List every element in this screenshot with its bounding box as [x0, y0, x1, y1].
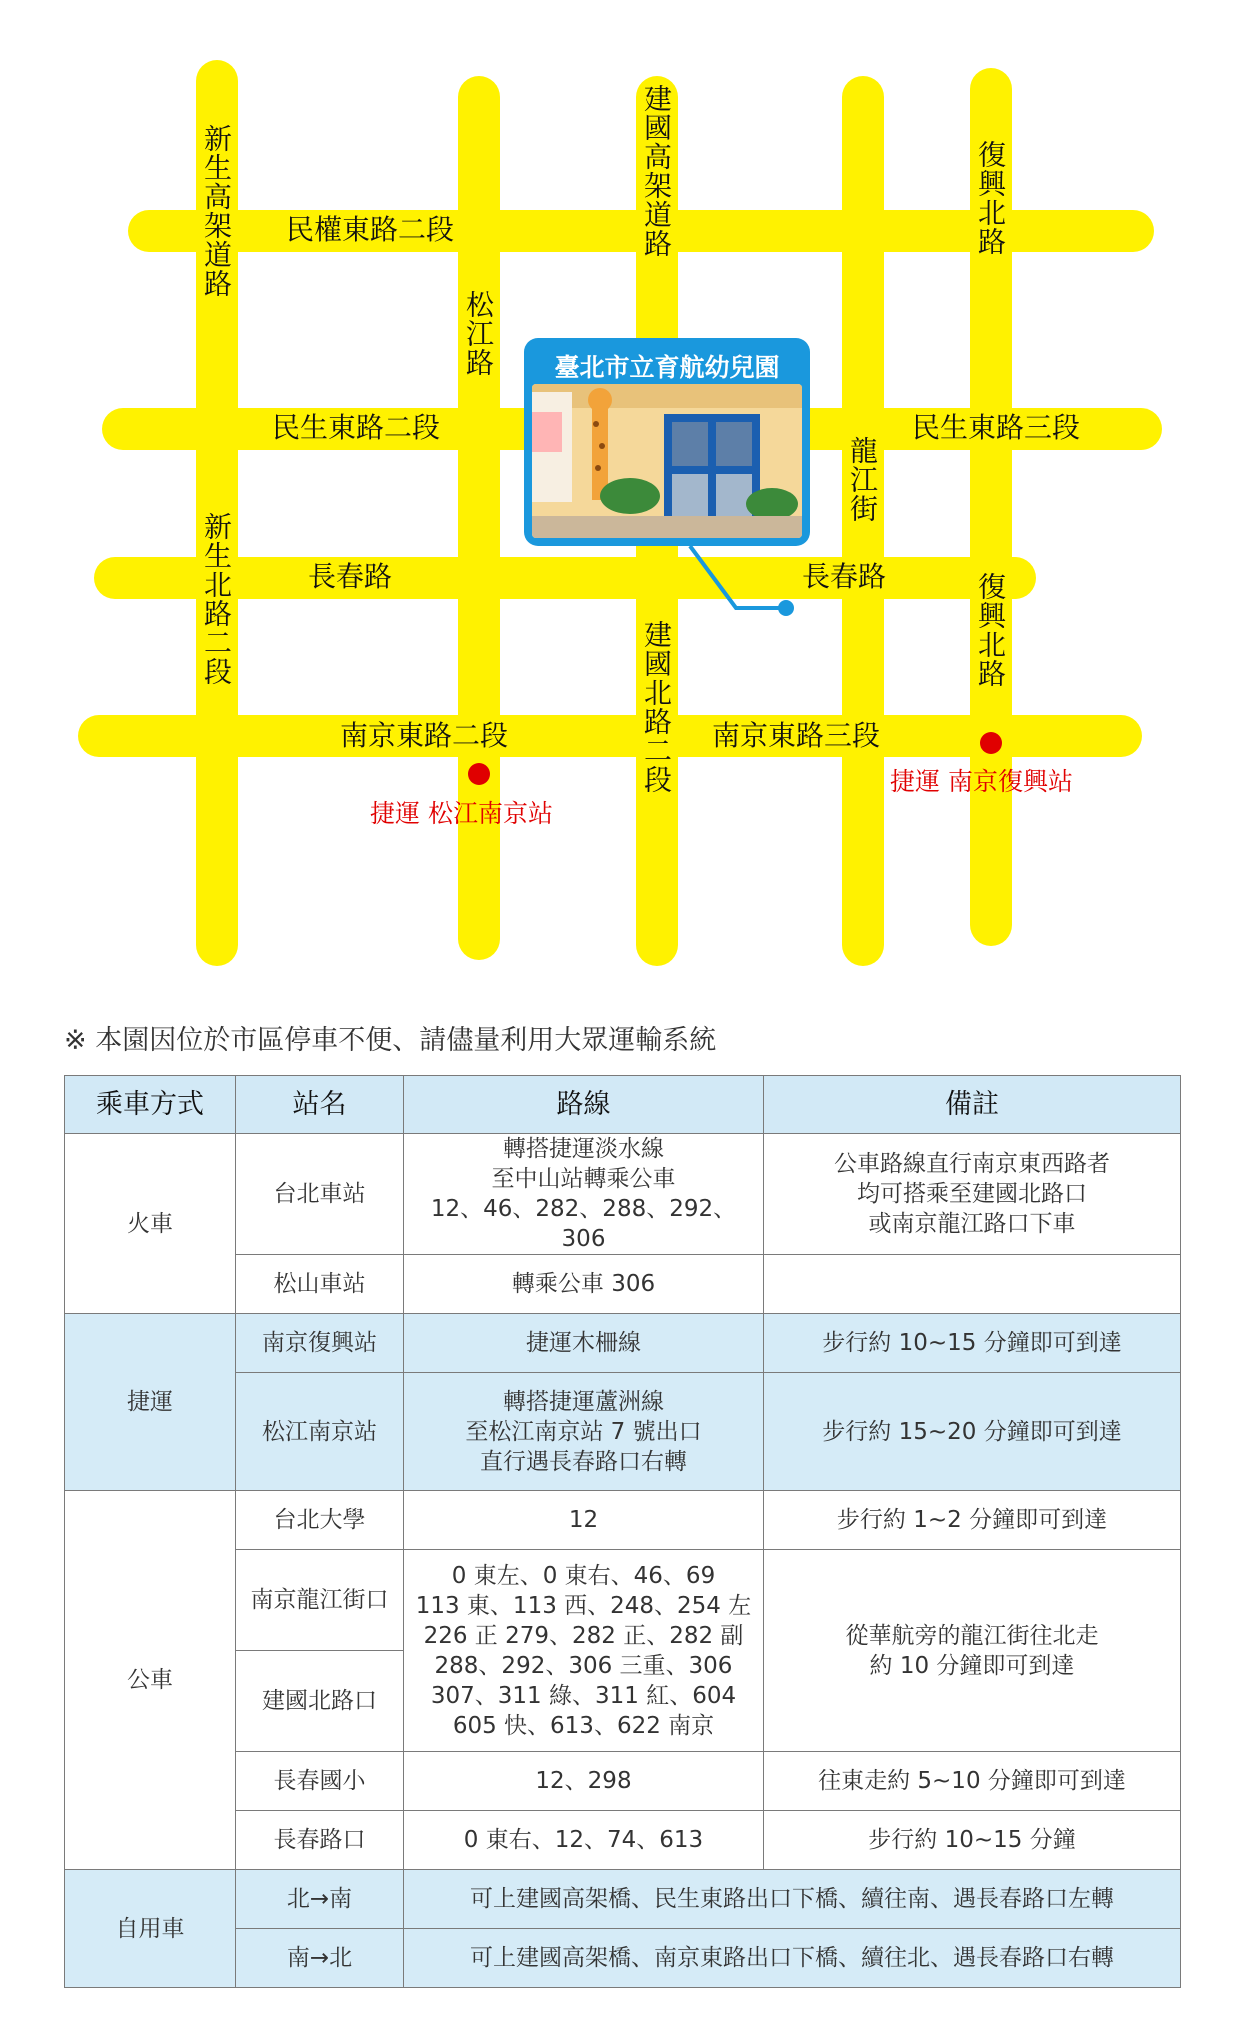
transit-table: [64, 1075, 1181, 1988]
station-cell: 松江南京站: [236, 1373, 404, 1491]
label-minsheng-3: 民生東路三段: [912, 411, 1081, 444]
mrt-nanjing-fuxing-label: 捷運 南京復興站: [890, 767, 1073, 796]
route-cell: 捷運木柵線: [404, 1314, 764, 1373]
mode-mrt: 捷運: [65, 1314, 236, 1491]
note-cell: [764, 1255, 1181, 1314]
label-changchun-west: 長春路: [308, 560, 393, 593]
station-cell: 松山車站: [236, 1255, 404, 1314]
note-cell: 步行約 1~2 分鐘即可到達: [764, 1491, 1181, 1550]
station-cell: 長春路口: [236, 1811, 404, 1870]
school-photo: [532, 384, 802, 538]
route-cell: 0 東左、0 東右、46、69 113 東、113 西、248、254 左 226 正 279、282 正、282 副 288、292、306 三重、306 307、311 綠、311 紅、604 605 快、613、622 南京: [404, 1550, 764, 1752]
note-cell: 往東走約 5~10 分鐘即可到達: [764, 1752, 1181, 1811]
label-fuxing-north: 復興北路: [974, 140, 1007, 256]
label-minsheng-2: 民生東路二段: [272, 411, 441, 444]
label-jianguo-elevated: 建國高架道路: [640, 84, 673, 258]
table-row: [65, 1314, 1181, 1373]
label-songjiang: 松江路: [462, 290, 495, 377]
route-cell: 轉搭捷運蘆洲線 至松江南京站 7 號出口 直行遇長春路口右轉: [404, 1373, 764, 1491]
label-xinsheng-elevated: 新生高架道路: [200, 124, 233, 298]
table-row: [65, 1491, 1181, 1550]
header-note: 備註: [764, 1076, 1181, 1134]
table-row: [65, 1134, 1181, 1255]
mode-train: 火車: [65, 1134, 236, 1314]
label-xinsheng-north-2: 新生北路二段: [200, 512, 233, 686]
header-mode: 乘車方式: [65, 1076, 236, 1134]
school-name: 臺北市立育航幼兒園: [554, 353, 780, 382]
note-cell: 從華航旁的龍江街往北走 約 10 分鐘即可到達: [764, 1550, 1181, 1752]
station-cell: 建國北路口: [236, 1651, 404, 1752]
note-cell: 公車路線直行南京東西路者 均可搭乘至建國北路口 或南京龍江路口下車: [764, 1134, 1181, 1255]
transit-note: ※ 本園因位於市區停車不便、請儘量利用大眾運輸系統: [64, 1025, 717, 1056]
route-cell: 12、298: [404, 1752, 764, 1811]
note-cell: 步行約 15~20 分鐘即可到達: [764, 1373, 1181, 1491]
header-station: 站名: [236, 1076, 404, 1134]
station-cell: 南京龍江街口: [236, 1550, 404, 1651]
station-cell: 南京復興站: [236, 1314, 404, 1373]
route-cell: 可上建國高架橋、南京東路出口下橋、續往北、遇長春路口右轉: [404, 1929, 1181, 1988]
mrt-songjiang-nanjing-label: 捷運 松江南京站: [370, 799, 553, 828]
label-jianguo-north-2: 建國北路二段: [640, 620, 673, 794]
route-cell: 可上建國高架橋、民生東路出口下橋、續往南、遇長春路口左轉: [404, 1870, 1181, 1929]
mode-car: 自用車: [65, 1870, 236, 1988]
label-fuxing-north-south: 復興北路: [974, 572, 1007, 688]
label-minquan-2: 民權東路二段: [286, 213, 455, 246]
table-row: [65, 1870, 1181, 1929]
location-map: [0, 0, 1241, 990]
station-cell: 長春國小: [236, 1752, 404, 1811]
label-nanjing-3: 南京東路三段: [712, 719, 881, 752]
note-cell: 步行約 10~15 分鐘即可到達: [764, 1314, 1181, 1373]
route-cell: 12: [404, 1491, 764, 1550]
route-cell: 轉搭捷運淡水線 至中山站轉乘公車 12、46、282、288、292、306: [404, 1134, 764, 1255]
note-cell: 步行約 10~15 分鐘: [764, 1811, 1181, 1870]
label-longjiang: 龍江街: [846, 436, 879, 523]
station-cell: 台北大學: [236, 1491, 404, 1550]
table-header-row: [65, 1076, 1181, 1134]
direction-cell: 南→北: [236, 1929, 404, 1988]
label-nanjing-2: 南京東路二段: [340, 719, 509, 752]
route-cell: 0 東右、12、74、613: [404, 1811, 764, 1870]
label-changchun-east: 長春路: [802, 560, 887, 593]
direction-cell: 北→南: [236, 1870, 404, 1929]
mode-bus: 公車: [65, 1491, 236, 1870]
header-route: 路線: [404, 1076, 764, 1134]
route-cell: 轉乘公車 306: [404, 1255, 764, 1314]
school-card: [524, 338, 810, 546]
station-cell: 台北車站: [236, 1134, 404, 1255]
